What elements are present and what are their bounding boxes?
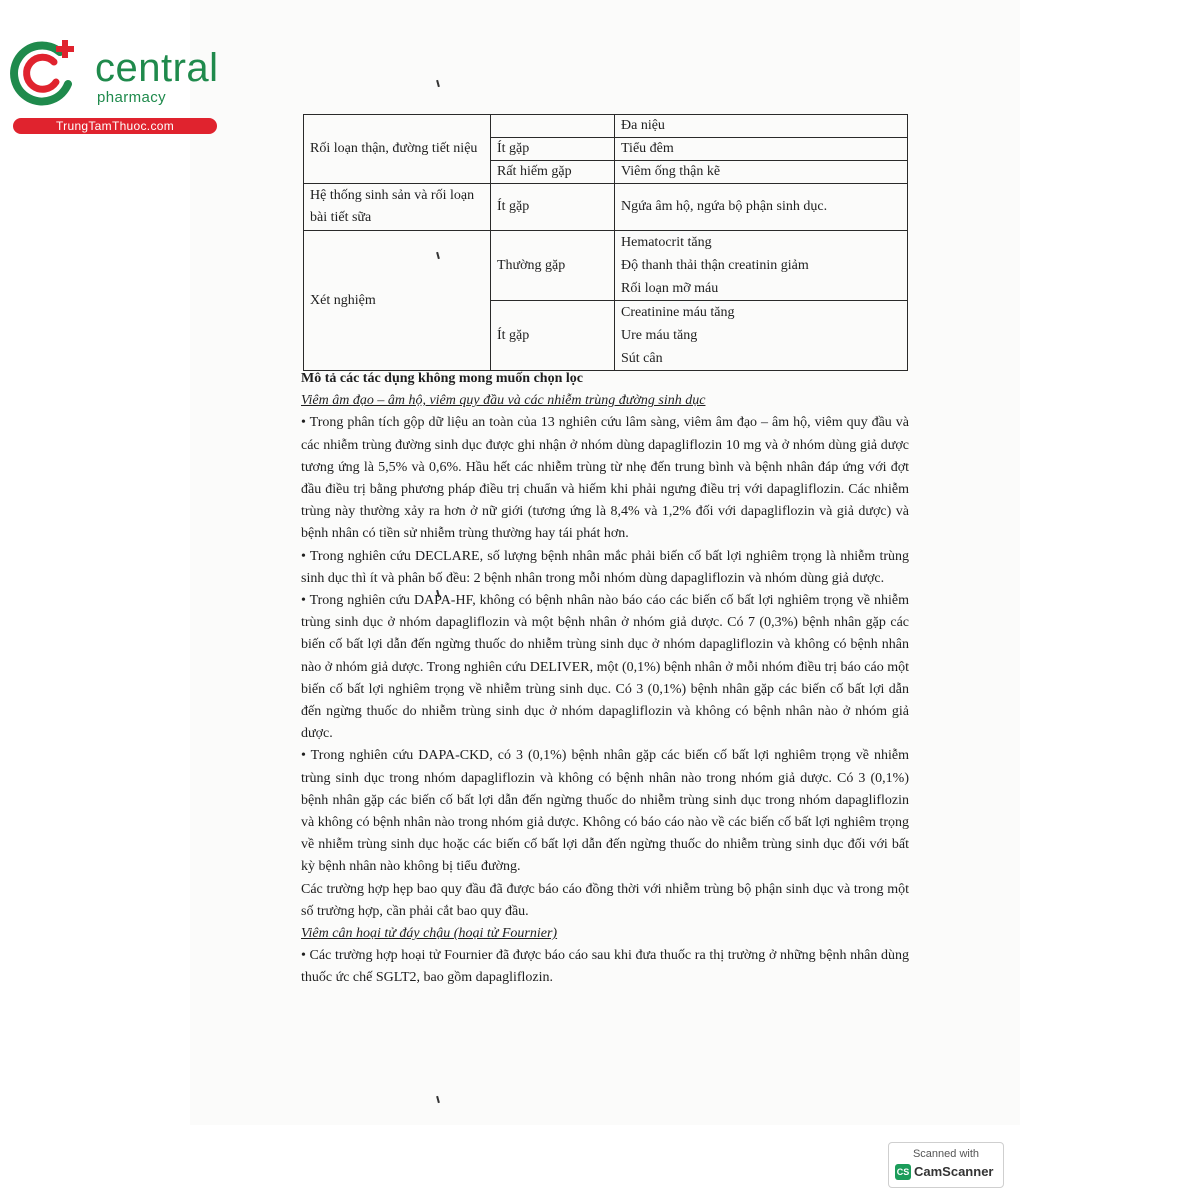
effect-cell: Tiểu đêm	[615, 138, 908, 161]
table-row	[304, 115, 908, 138]
paragraph: • Trong nghiên cứu DAPA-CKD, có 3 (0,1%) bệnh nhân gặp các biến cố bất lợi nghiêm trọng về nhiễm trùng sinh dục trong nhóm dapagliflozin và không có bệnh nhân nào trong nhóm giả dược. Có 3 (0,1%) bệnh nhân gặp các biến cố bất lợi dẫn đến ngừng thuốc do nhiễm trùng sinh dục trong nhóm dapagliflozin và không có bệnh nhân nào trong nhóm giả dược. Không có báo cáo nào về các biến cố bất lợi nghiêm trọng về nhiễm trùng sinh dục hoặc các biến cố bất lợi dẫn đến ngừng thuốc do nhiễm trùng sinh dục đối với bất kỳ bệnh nhân nào không bị tiểu đường.	[301, 748, 909, 875]
camscanner-name: CamScanner	[914, 1164, 994, 1179]
frequency-cell: Ít gặp	[491, 301, 615, 371]
subsection-title: Viêm cân hoại tử đáy chậu (hoại tử Fournier)	[301, 926, 558, 942]
camscanner-badge	[888, 1142, 1004, 1188]
effect-item: Creatinine máu tăng	[621, 305, 735, 320]
paragraph: • Trong nghiên cứu DAPA-HF, không có bệnh nhân nào báo cáo các biến cố bất lợi nghiêm trọng về nhiễm trùng sinh dục ở nhóm dapagliflozin và một bệnh nhân ở nhóm giả dược. Có 7 (0,3%) bệnh nhân gặp các biến cố bất lợi dẫn đến ngừng thuốc do nhiễm trùng sinh dục ở nhóm dapagliflozin và không có bệnh nhân nào ở nhóm giả dược. Trong nghiên cứu DELIVER, một (0,1%) bệnh nhân ở mỗi nhóm điều trị báo cáo một biến cố bất lợi nghiêm trọng về nhiễm trùng sinh dục. Có 3 (0,1%) bệnh nhân gặp các biến cố bất lợi dẫn đến ngừng thuốc do nhiễm trùng sinh dục ở nhóm dapagliflozin và không có bệnh nhân nào ở nhóm giả dược.	[301, 593, 909, 742]
scanned-with-label: Scanned with	[912, 1148, 980, 1160]
logo-sub: pharmacy	[97, 89, 167, 106]
effect-item: Rối loạn mỡ máu	[621, 281, 719, 296]
effect-item: Hematocrit tăng	[621, 235, 712, 250]
effect-item: Độ thanh thải thận creatinin giảm	[621, 258, 809, 273]
adverse-effects-table	[303, 114, 908, 371]
logo-url[interactable]: TrungTamThuoc.com	[13, 118, 217, 134]
effect-cell: Viêm ống thận kẽ	[615, 161, 908, 184]
camscanner-icon: CS	[895, 1164, 911, 1180]
central-pharmacy-logo-icon	[10, 38, 80, 108]
system-cell: Xét nghiệm	[304, 231, 491, 371]
system-cell: Hệ thống sinh sản và rối loạn bài tiết sữa	[304, 184, 491, 231]
frequency-cell	[491, 115, 615, 138]
effect-cell	[615, 301, 908, 371]
paragraph: Các trường hợp hẹp bao quy đầu đã được báo cáo đồng thời với nhiễm trùng bộ phận sinh dục và trong một số trường hợp, cần phải cắt bao quy đầu.	[301, 881, 909, 919]
table-row	[304, 231, 908, 301]
table-row	[304, 184, 908, 231]
logo-brand: central	[95, 46, 219, 90]
effect-cell	[615, 231, 908, 301]
subsection-title: Viêm âm đạo – âm hộ, viêm quy đầu và các nhiễm trùng đường sinh dục	[301, 393, 706, 409]
section-heading: Mô tả các tác dụng không mong muốn chọn lọc	[301, 371, 583, 386]
frequency-cell: Rất hiếm gặp	[491, 161, 615, 184]
effect-cell: Ngứa âm hộ, ngứa bộ phận sinh dục.	[615, 184, 908, 231]
system-cell: Rối loạn thận, đường tiết niệu	[304, 115, 491, 184]
effect-item: Sút cân	[621, 351, 663, 366]
document-body	[301, 368, 909, 990]
paragraph: • Các trường hợp hoại tử Fournier đã được báo cáo sau khi đưa thuốc ra thị trường ở những bệnh nhân dùng thuốc ức chế SGLT2, bao gồm dapagliflozin.	[301, 948, 909, 986]
paragraph: • Trong phân tích gộp dữ liệu an toàn của 13 nghiên cứu lâm sàng, viêm âm đạo – âm hộ, viêm quy đầu và các nhiễm trùng đường sinh dục được ghi nhận ở nhóm dùng dapagliflozin 10 mg và ở nhóm dùng giả dược tương ứng là 5,5% và 0,6%. Hầu hết các nhiễm trùng từ nhẹ đến trung bình và bệnh nhân đáp ứng với đợt đầu điều trị bằng phương pháp điều trị chuẩn và hiếm khi phải ngưng điều trị với dapagliflozin. Các nhiễm trùng này thường xảy ra hơn ở nữ giới (tương ứng là 8,4% và 1,2% đối với dapagliflozin và giả dược) và bệnh nhân có tiền sử nhiễm trùng thường hay tái phát hơn.	[301, 415, 909, 542]
paragraph: • Trong nghiên cứu DECLARE, số lượng bệnh nhân mắc phải biến cố bất lợi nghiêm trọng là nhiễm trùng sinh dục thì ít và phân bố đều: 2 bệnh nhân trong mỗi nhóm dùng dapagliflozin và nhóm dùng giả dược.	[301, 548, 909, 586]
effect-item: Ure máu tăng	[621, 328, 698, 343]
effect-cell: Đa niệu	[615, 115, 908, 138]
frequency-cell: Ít gặp	[491, 138, 615, 161]
central-pharmacy-logo	[8, 36, 223, 136]
frequency-cell: Thường gặp	[491, 231, 615, 301]
frequency-cell: Ít gặp	[491, 184, 615, 231]
